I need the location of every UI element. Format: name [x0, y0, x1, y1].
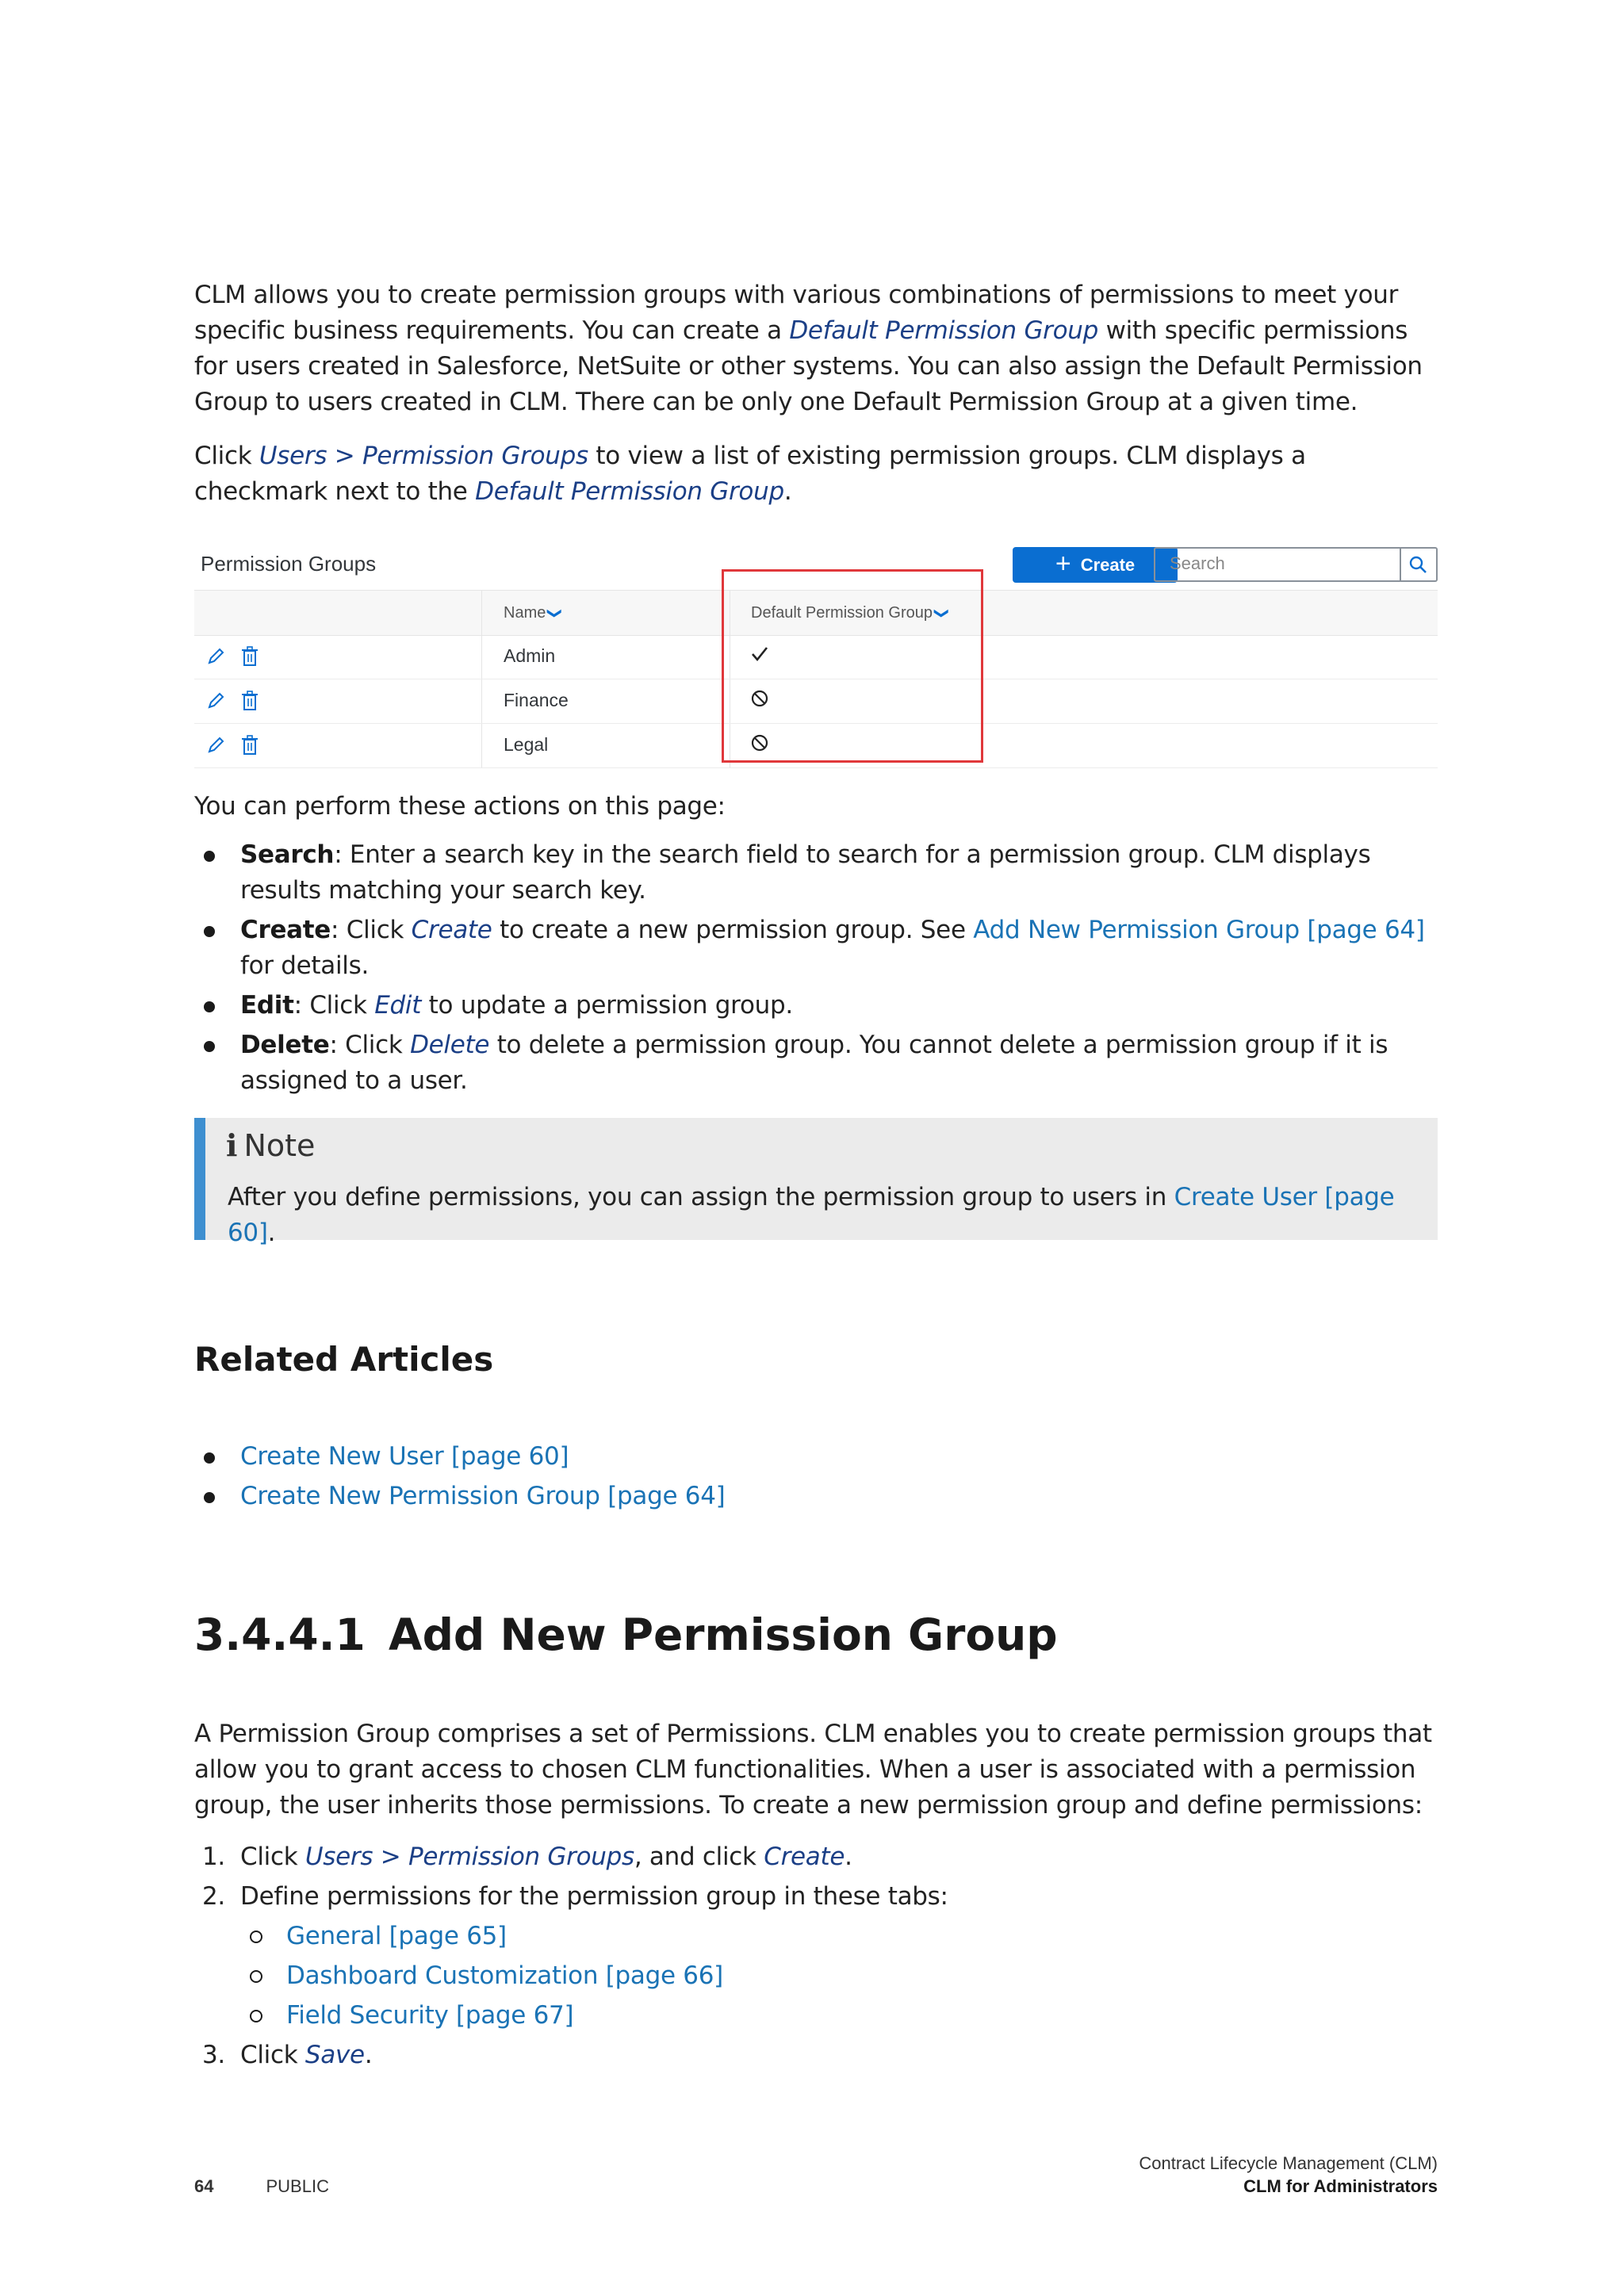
list-item [194, 913, 1438, 984]
note-title [226, 1127, 315, 1163]
list-item [240, 1998, 1438, 2034]
edit-ref: Edit [374, 991, 422, 1020]
edit-icon[interactable] [205, 735, 226, 756]
list-item [194, 1439, 725, 1475]
users-permission-groups-ref: Users > Permission Groups [304, 1843, 634, 1871]
term-description: to delete a permission group. You cannot delete a permission group if it is assigned to a user. [240, 1031, 1388, 1095]
step-number: 2. [202, 1882, 225, 1911]
nav-text-continued: to view a list of existing permission groups. CLM displays a checkmark next to the [194, 442, 1306, 506]
create-new-permission-group-link[interactable]: Create New Permission Group [page 64] [240, 1482, 726, 1510]
edit-icon[interactable] [205, 646, 226, 667]
list-item [194, 837, 1438, 909]
search-button[interactable] [1400, 547, 1438, 582]
dashboard-customization-link[interactable]: Dashboard Customization [page 66] [286, 1961, 723, 1990]
create-ref: Create [764, 1843, 845, 1871]
row-actions [205, 646, 259, 667]
step-number: 1. [202, 1843, 225, 1871]
create-ref: Create [411, 916, 492, 944]
permission-groups-title: Permission Groups [201, 552, 377, 576]
chevron-down-icon: ❯ [547, 607, 564, 620]
term-description: : Click [329, 1031, 411, 1059]
document-title: Contract Lifecycle Management (CLM) [1139, 2153, 1438, 2173]
step-number: 3. [202, 2041, 225, 2069]
add-new-permission-group-link[interactable]: Add New Permission Group [page 64] [973, 916, 1425, 944]
footer-left [194, 2176, 329, 2197]
row-name: Finance [504, 690, 569, 710]
column-header-name[interactable] [504, 604, 564, 622]
section-title: Add New Permission Group [389, 1609, 1058, 1660]
permission-groups-screenshot [194, 541, 1438, 767]
step-item [194, 1879, 1438, 2034]
field-security-link[interactable]: Field Security [page 67] [286, 2001, 574, 2030]
term-description: for details. [240, 951, 370, 980]
note-body [228, 1180, 1438, 1251]
delete-icon[interactable] [240, 646, 259, 667]
section-heading [194, 1609, 1058, 1660]
intro-text-continued: with specific permissions for users created in Salesforce, NetSuite or other systems. You can also assign the Default Permission Group to users created in CLM. There can be only one Default Permission Group at a given time. [194, 316, 1423, 416]
list-item [194, 1479, 725, 1514]
term-search: Search [240, 840, 335, 869]
classification-label: PUBLIC [266, 2176, 329, 2196]
actions-intro: You can perform these actions on this page: [194, 792, 726, 821]
column-header-name-label: Name [504, 604, 546, 622]
step-item [194, 2038, 1438, 2073]
term-description: : Enter a search key in the search field to search for a permission group. CLM displays results matching your search key. [240, 840, 1371, 905]
footer-right [1139, 2152, 1438, 2198]
column-header-default-label: Default Permission Group [751, 604, 933, 622]
delete-icon[interactable] [240, 735, 259, 756]
step-text: Define permissions for the permission group in these tabs: [240, 1882, 948, 1911]
term-description: : Click [293, 991, 375, 1020]
list-item [194, 988, 1438, 1024]
create-button-label: Create [1080, 554, 1136, 575]
list-item [194, 1027, 1438, 1099]
page-number: 64 [194, 2176, 214, 2196]
document-subtitle: CLM for Administrators [1243, 2176, 1438, 2196]
search-input[interactable] [1155, 549, 1406, 579]
search-icon [1408, 555, 1427, 574]
section-number: 3.4.4.1 [194, 1609, 366, 1660]
default-permission-group-ref: Default Permission Group [789, 316, 1099, 345]
note-box [194, 1118, 1438, 1247]
term-edit: Edit [240, 991, 294, 1020]
note-title-label: Note [243, 1128, 316, 1163]
row-actions [205, 735, 259, 756]
step-text: . [845, 1843, 852, 1871]
create-user-link[interactable]: Create User [page 60] [228, 1183, 1395, 1247]
intro-text: CLM allows you to create permission groups with various combinations of permissions to meet your specific business requirements. You can create a [194, 281, 1399, 345]
nav-text: Click [194, 442, 259, 470]
default-permission-group-ref-2: Default Permission Group [475, 477, 784, 506]
term-delete: Delete [240, 1031, 330, 1059]
highlight-box [722, 569, 983, 763]
tabs-list [240, 1919, 1438, 2034]
note-text: After you define permissions, you can assign the permission group to users in [228, 1183, 1174, 1211]
term-description: : Click [331, 916, 412, 944]
row-name: Legal [504, 734, 549, 755]
step-text: Click [240, 1843, 305, 1871]
term-description: to update a permission group. [421, 991, 793, 1020]
term-description: to create a new permission group. See [492, 916, 974, 944]
related-articles-list [194, 1439, 725, 1518]
related-articles-heading: Related Articles [194, 1340, 494, 1379]
step-text: Click [240, 2041, 305, 2069]
note-text-end: . [267, 1219, 276, 1247]
nav-text-end: . [783, 477, 792, 506]
term-create: Create [240, 916, 331, 944]
delete-ref: Delete [410, 1031, 490, 1059]
navigation-paragraph [194, 438, 1438, 510]
steps-list [194, 1839, 1438, 2077]
list-item [240, 1919, 1438, 1954]
plus-icon: + [1055, 549, 1071, 579]
edit-icon[interactable] [205, 691, 226, 711]
row-name: Admin [504, 645, 556, 666]
create-button[interactable] [1013, 547, 1178, 583]
row-actions [205, 691, 259, 711]
chevron-down-icon: ❯ [934, 607, 951, 620]
step-item [194, 1839, 1438, 1875]
list-item [240, 1958, 1438, 1994]
search-field[interactable] [1154, 547, 1401, 582]
section-intro: A Permission Group comprises a set of Permissions. CLM enables you to create permission groups that allow you to grant access to chosen CLM functionalities. When a user is associated with a permission group, the user inherits those permissions. To create a new permission group and define permissions: [194, 1720, 1432, 1820]
step-text: . [364, 2041, 373, 2069]
save-ref: Save [304, 2041, 365, 2069]
general-link[interactable]: General [page 65] [286, 1922, 507, 1950]
delete-icon[interactable] [240, 691, 259, 711]
info-icon: i [226, 1127, 238, 1163]
intro-paragraph [194, 277, 1438, 420]
step-text: , and click [634, 1843, 764, 1871]
users-permission-groups-ref: Users > Permission Groups [259, 442, 588, 470]
create-new-user-link[interactable]: Create New User [page 60] [240, 1442, 569, 1471]
actions-list [194, 837, 1438, 1103]
